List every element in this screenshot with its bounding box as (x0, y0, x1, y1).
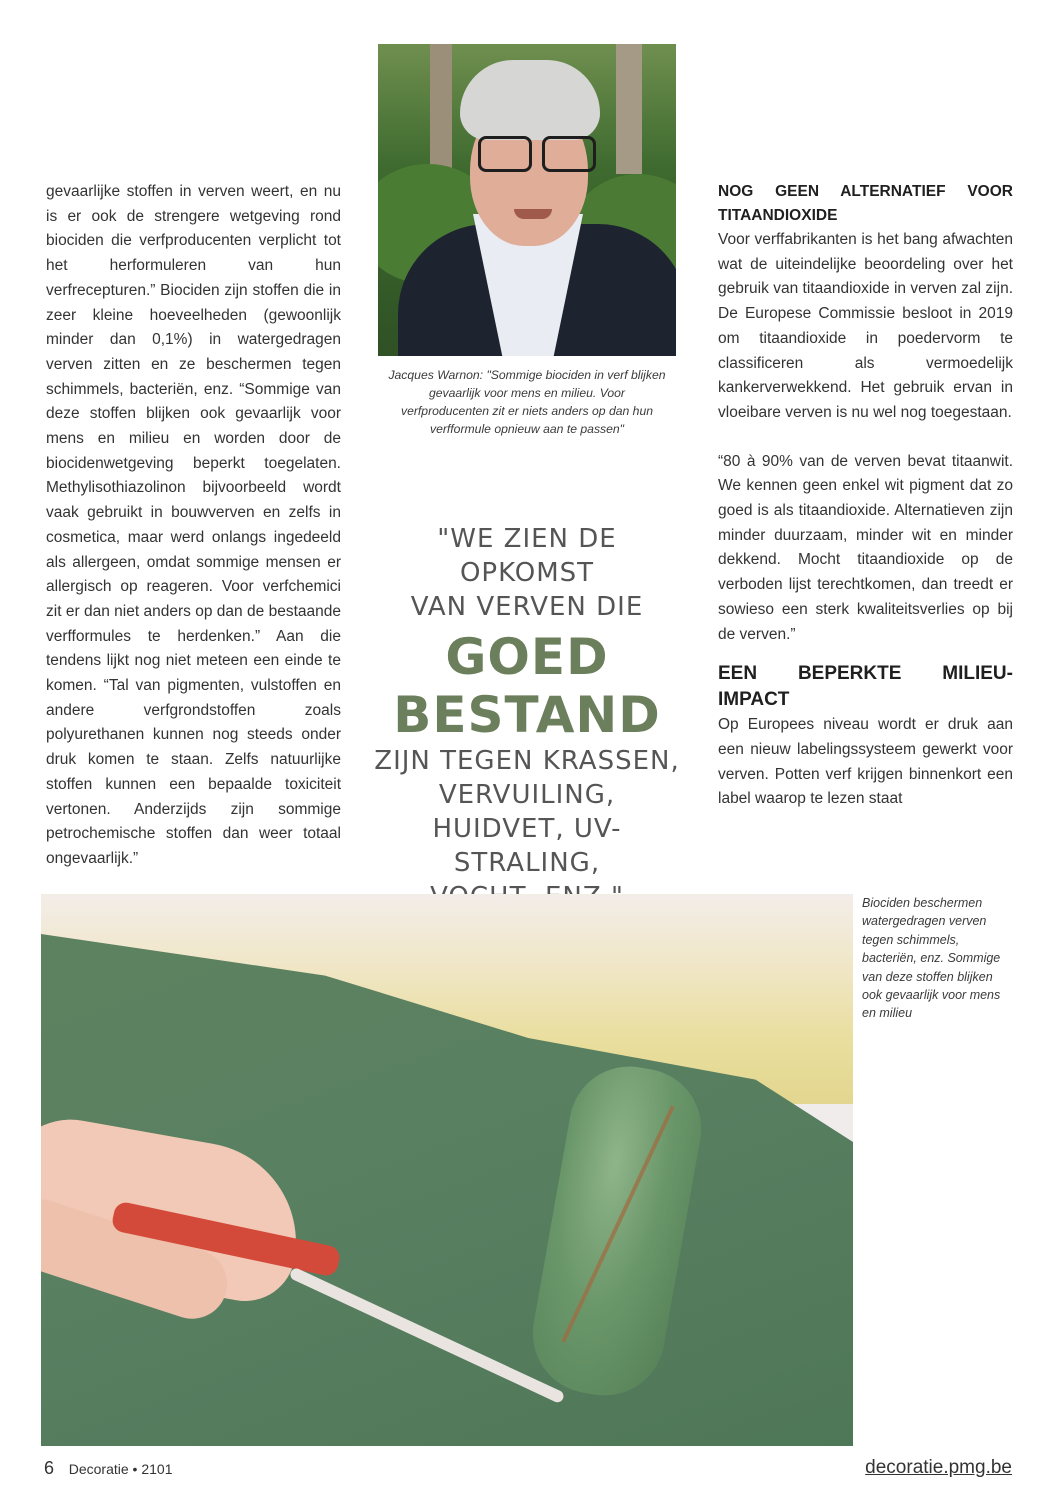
pull-quote-highlight: BESTAND (393, 686, 661, 744)
right-column-text (718, 180, 1013, 812)
pull-quote-line: VERVUILING, (438, 780, 616, 810)
section-heading: NOG GEEN ALTERNATIEF VOOR TITAANDIOXIDE (718, 183, 1013, 224)
magazine-issue: Decoratie • 2101 (68, 1461, 173, 1477)
paint-roller-photo (41, 894, 853, 1446)
portrait-caption: Jacques Warnon: "Sommige biociden in verf blijken gevaarlijk voor mens en milieu. Voor verfproducenten zit er niets anders op dan hun verfformule opnieuw aan te passen" (388, 368, 666, 436)
section-heading: EEN BEPERKTE MILIEU-IMPACT (718, 663, 1013, 711)
website-link[interactable]: decoratie.pmg.be (865, 1457, 1012, 1478)
body-paragraph: gevaarlijke stoffen in verven weert, en nu is er ook de strengere wetgeving rond biociden die verfproducenten verplicht tot het herformuleren van hun verfrecepturen.” Biociden zijn stoffen die in zeer kleine hoeveelheden (gewoonlijk minder dan 0,1%) in watergedragen verven zitten en ze beschermen tegen schimmels, bacteriën, enz. “Sommige van deze stoffen blijken ook gevaarlijk voor mens en milieu en worden door de biocidenwetgeving beperkt toegelaten. Methylisothiazolinon bijvoorbeeld wordt vaak gebruikt in bouwverven en zelfs in cosmetica, maar werd onlangs ingedeeld als allergeen, omdat sommige mensen er allergisch op reageren. Voor verfchemici zit er dan niet anders op dan de bestaande verfformules te herdenken.” Aan die tendens lijkt nog niet meteen een einde te komen. “Tal van pigmenten, vulstoffen en andere verfgrondstoffen zoals polyurethanen kunnen nog steeds onder druk komen te staan. Zelfs natuurlijke stoffen kunnen een bepaalde toxiciteit vertonen. Anderzijds zijn sommige petrochemische stoffen dan weer totaal ongevaarlijk.” (46, 183, 341, 867)
pull-quote-highlight: GOED (445, 628, 609, 686)
left-column-text (46, 180, 341, 872)
pull-quote-line: "WE ZIEN DE OPKOMST (437, 524, 617, 588)
body-paragraph: Voor verffabrikanten is het bang afwachten wat de uiteindelijke beoordeling over het gebruik van titaandioxide in verven zal zijn. De Europese Commissie besloot in 2019 om titaandioxide in poedervorm te classificeren als vermoedelijk kankerverwekkend. Het gebruik ervan in vloeibare verven is nu wel nog toegestaan. (718, 231, 1013, 421)
pull-quote-line: ZIJN TEGEN KRASSEN, (374, 746, 680, 776)
body-paragraph: Op Europees niveau wordt er druk aan een nieuw labelingssysteem gewerkt voor verven. Potten verf krijgen binnenkort een label waarop te lezen staat (718, 716, 1013, 808)
footer-left (44, 1458, 173, 1479)
page-number: 6 (44, 1458, 55, 1478)
portrait-photo (378, 44, 676, 356)
pull-quote-line: VAN VERVEN DIE (410, 592, 644, 622)
pull-quote-line: HUIDVET, UV-STRALING, (432, 814, 622, 878)
photo-caption: Biociden beschermen watergedragen verven tegen schimmels, bacteriën, enz. Sommige van deze stoffen blijken ook gevaarlijk voor mens en milieu (862, 896, 1001, 1021)
body-paragraph: “80 à 90% van de verven bevat titaanwit. We kennen geen enkel wit pigment dat zo goed is als titaandioxide. Alternatieven zijn minder duurzaam, minder wit en minder dekkend. Mocht titaandioxide op de verboden lijst terechtkomen, dan treedt er sowieso een sterk kwaliteitsverlies op bij de verven.” (718, 452, 1013, 643)
pull-quote (372, 522, 682, 914)
